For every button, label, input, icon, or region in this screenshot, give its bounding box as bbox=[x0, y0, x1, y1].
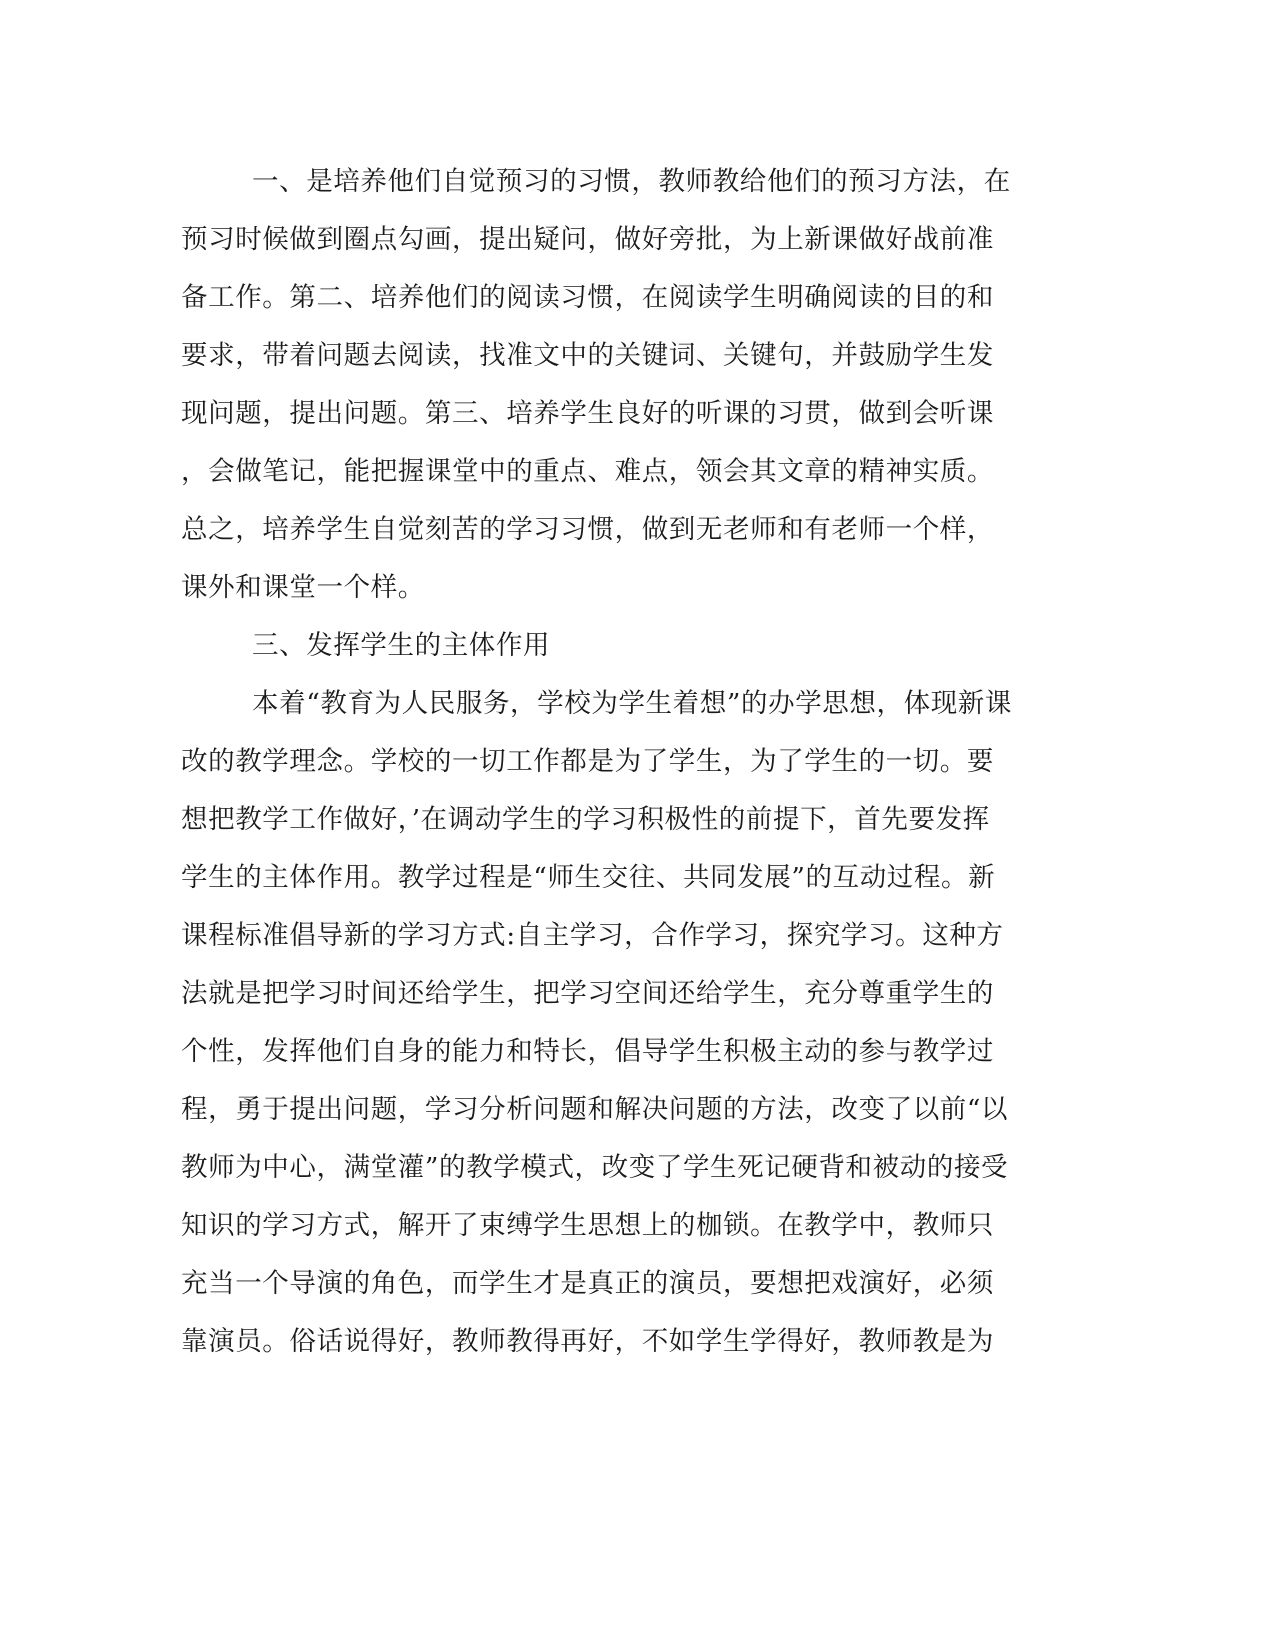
text-line: 想把教学工作做好，’在调动学生的学习积极性的前提下，首先要发挥 bbox=[181, 804, 990, 835]
text-line: 知识的学习方式，解开了束缚学生思想上的枷锁。在教学中，教师只 bbox=[181, 1210, 994, 1241]
text-line: 程，勇于提出问题，学习分析问题和解决问题的方法，改变了以前“以 bbox=[181, 1094, 1009, 1125]
text-line: 个性，发挥他们自身的能力和特长，倡导学生积极主动的参与教学过 bbox=[181, 1036, 994, 1067]
text-line: 备工作。第二、培养他们的阅读习惯，在阅读学生明确阅读的目的和 bbox=[181, 282, 994, 313]
text-line: 课程标准倡导新的学习方式:自主学习，合作学习，探究学习。这种方 bbox=[181, 920, 1004, 951]
text-line: 现问题，提出问题。第三、培养学生良好的听课的习贯，做到会听课 bbox=[181, 398, 994, 429]
text-line: 要求，带着问题去阅读，找准文中的关键词、关键句，并鼓励学生发 bbox=[181, 340, 994, 371]
text-line: 总之，培养学生自觉刻苦的学习习惯，做到无老师和有老师一个样， bbox=[181, 514, 994, 545]
text-line: 预习时候做到圈点勾画，提出疑问，做好旁批，为上新课做好战前准 bbox=[181, 224, 994, 255]
text-line: ，会做笔记，能把握课堂中的重点、难点，领会其文章的精神实质。 bbox=[181, 456, 994, 487]
text-line: 课外和课堂一个样。 bbox=[181, 572, 425, 603]
text-line: 学生的主体作用。教学过程是“师生交往、共同发展”的互动过程。新 bbox=[181, 862, 996, 893]
text-line: 靠演员。俗话说得好，教师教得再好，不如学生学得好，教师教是为 bbox=[181, 1326, 994, 1357]
text-line: 法就是把学习时间还给学生，把学习空间还给学生，充分尊重学生的 bbox=[181, 978, 994, 1009]
text-line: 一、是培养他们自觉预习的习惯，教师教给他们的预习方法，在 bbox=[252, 166, 1011, 197]
text-line: 本着“教育为人民服务，学校为学生着想”的办学思想，体现新课 bbox=[252, 688, 1012, 719]
section-heading: 三、发挥学生的主体作用 bbox=[252, 630, 551, 661]
text-line: 改的教学理念。学校的一切工作都是为了学生，为了学生的一切。要 bbox=[181, 746, 994, 777]
text-line: 充当一个导演的角色，而学生才是真正的演员，要想把戏演好，必须 bbox=[181, 1268, 994, 1299]
text-line: 教师为中心，满堂灌”的教学模式，改变了学生死记硬背和被动的接受 bbox=[181, 1152, 1009, 1183]
